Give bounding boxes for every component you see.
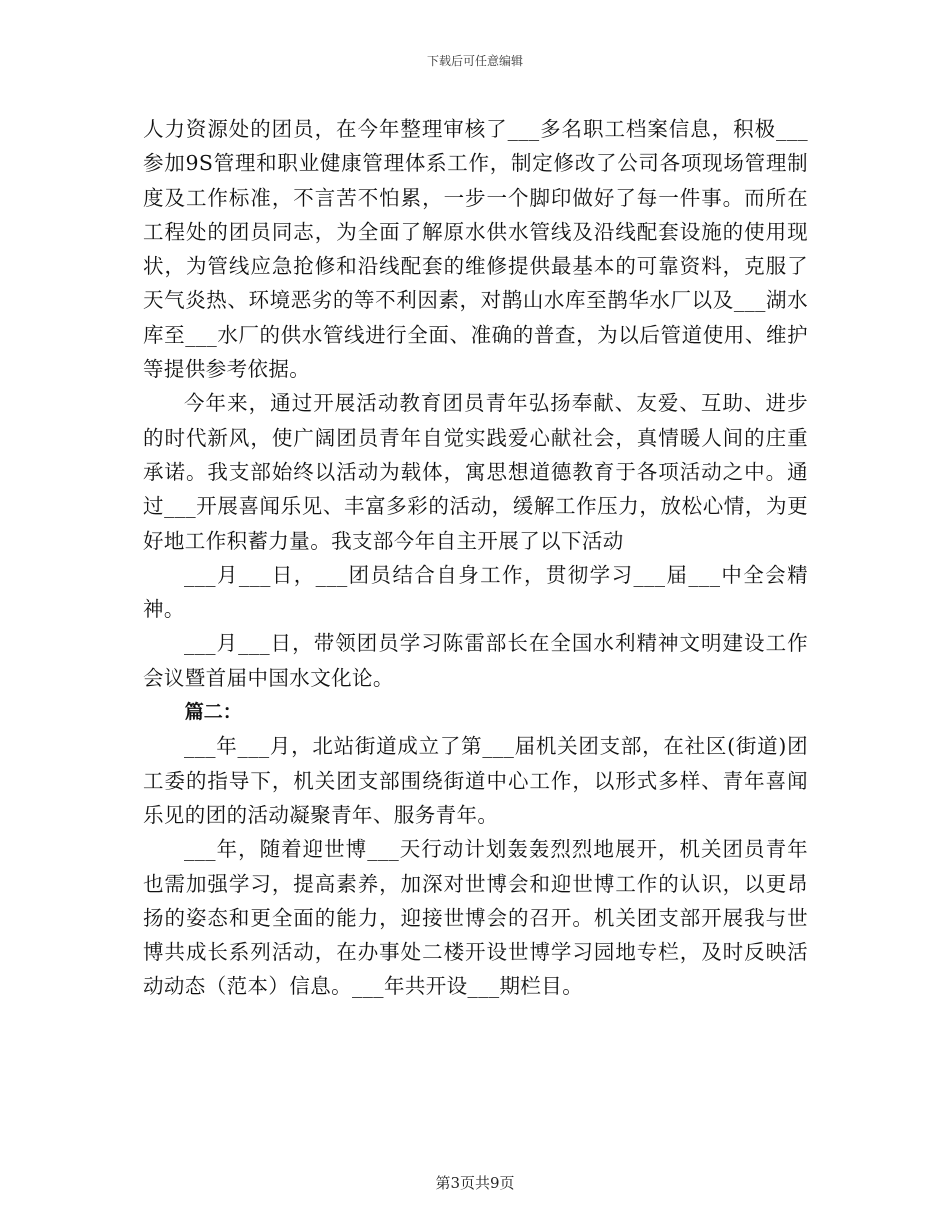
section-heading: 篇二： xyxy=(184,701,242,724)
page-number: 第3页共9页 xyxy=(435,1174,515,1192)
paragraph-activities-intro: 今年来，通过开展活动教育团员青年弘扬奉献、友爱、互助、进步的时代新风，使广阔团员青年自觉实践爱心献社会，真情暖人间的庄重承诺。我支部始终以活动为载体，寓思想道德教育于各项活动之中。通过___开展喜闻乐见、丰富多彩的活动，缓解工作压力，放松心情，为更好地工作积蓄力量。我支部今年自主开展了以下活动 xyxy=(143,391,808,553)
paragraph-activity-plenary: ___月___日，___团员结合自身工作，贯彻学习___届___中全会精神。 xyxy=(143,562,808,622)
document-body xyxy=(143,112,808,1004)
paragraph-expo: ___年，随着迎世博___天行动计划轰轰烈烈地展开，机关团员青年也需加强学习，提高素养，加深对世博会和迎世博工作的认识，以更昂扬的姿态和更全面的能力，迎接世博会的召开。机关团支部开展我与世博共成长系列活动，在办事处二楼开设世博学习园地专栏，及时反映活动动态（范本）信息。___年共开设___期栏目。 xyxy=(143,837,808,999)
page-header: 下载后可任意编辑 xyxy=(426,54,523,68)
paragraph-hr-engineering: 人力资源处的团员，在今年整理审核了___多名职工档案信息，积极___参加9S管理和职业健康管理体系工作，制定修改了公司各项现场管理制度及工作标准，不言苦不怕累，一步一个脚印做好了每一件事。而所在工程处的团员同志，为全面了解原水供水管线及沿线配套设施的使用现状，为管线应急抢修和沿线配套的维修提供最基本的可靠资料，克服了天气炎热、环境恶劣的等不利因素，对鹊山水库至鹊华水厂以及___湖水库至___水厂的供水管线进行全面、准确的普查，为以后管道使用、维护等提供参考依据。 xyxy=(143,117,808,382)
paragraph-activity-water-culture: ___月___日，带领团员学习陈雷部长在全国水利精神文明建设工作会议暨首届中国水文化论。 xyxy=(143,631,808,690)
paragraph-branch-founding: ___年___月，北站街道成立了第___届机关团支部，在社区(街道)团工委的指导下，机关团支部围绕街道中心工作，以形式多样、青年喜闻乐见的团的活动凝聚青年、服务青年。 xyxy=(143,734,808,827)
